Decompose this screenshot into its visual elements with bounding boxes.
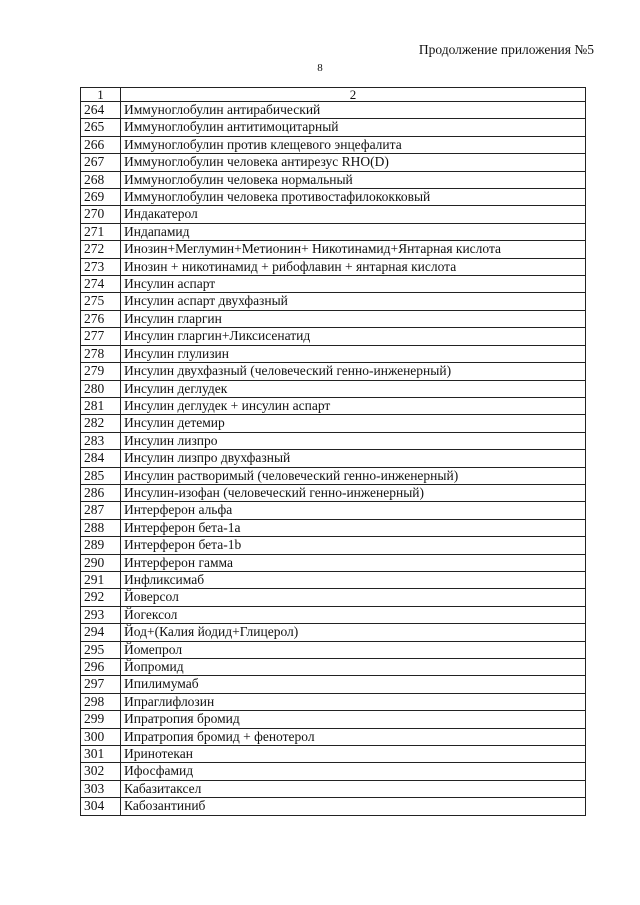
row-number: 282 — [81, 415, 121, 432]
table-row — [81, 136, 586, 153]
row-number: 265 — [81, 119, 121, 136]
table-row — [81, 328, 586, 345]
row-number: 267 — [81, 154, 121, 171]
row-number: 272 — [81, 241, 121, 258]
table-row — [81, 206, 586, 223]
row-number: 278 — [81, 345, 121, 362]
table-row — [81, 432, 586, 449]
medication-name: Инсулин гларгин — [121, 310, 586, 327]
row-number: 269 — [81, 189, 121, 206]
row-number: 277 — [81, 328, 121, 345]
row-number: 296 — [81, 659, 121, 676]
medication-name: Инсулин лизпро двухфазный — [121, 450, 586, 467]
table-row — [81, 554, 586, 571]
table-row — [81, 258, 586, 275]
medication-name: Инсулин аспарт — [121, 276, 586, 293]
row-number: 285 — [81, 467, 121, 484]
row-number: 290 — [81, 554, 121, 571]
table-row — [81, 676, 586, 693]
medication-name: Иммуноглобулин человека противостафилококковый — [121, 189, 586, 206]
medication-name: Кабозантиниб — [121, 798, 586, 815]
table-row — [81, 310, 586, 327]
row-number: 266 — [81, 136, 121, 153]
table-row — [81, 519, 586, 536]
medication-name: Интерферон бета-1b — [121, 537, 586, 554]
medication-name: Инсулин детемир — [121, 415, 586, 432]
medication-name: Интерферон бета-1a — [121, 519, 586, 536]
medication-name: Иммуноглобулин человека нормальный — [121, 171, 586, 188]
row-number: 284 — [81, 450, 121, 467]
medication-name: Йопромид — [121, 659, 586, 676]
row-number: 270 — [81, 206, 121, 223]
medication-name: Индакатерол — [121, 206, 586, 223]
medication-name: Йогексол — [121, 606, 586, 623]
medication-name: Ифосфамид — [121, 763, 586, 780]
medication-name: Иммуноглобулин против клещевого энцефалита — [121, 136, 586, 153]
table-row — [81, 223, 586, 240]
table-row — [81, 763, 586, 780]
row-number: 291 — [81, 571, 121, 588]
medication-name: Иммуноглобулин антирабический — [121, 102, 586, 119]
medication-name: Инфликсимаб — [121, 571, 586, 588]
table-row — [81, 276, 586, 293]
table-row — [81, 397, 586, 414]
row-number: 300 — [81, 728, 121, 745]
table-row — [81, 189, 586, 206]
medication-name: Иринотекан — [121, 746, 586, 763]
row-number: 286 — [81, 484, 121, 501]
row-number: 275 — [81, 293, 121, 310]
table-row — [81, 484, 586, 501]
row-number: 276 — [81, 310, 121, 327]
row-number: 289 — [81, 537, 121, 554]
table-row — [81, 624, 586, 641]
row-number: 295 — [81, 641, 121, 658]
table-row — [81, 363, 586, 380]
medication-name: Инозин + никотинамид + рибофлавин + янтарная кислота — [121, 258, 586, 275]
table-row — [81, 537, 586, 554]
row-number: 302 — [81, 763, 121, 780]
table-row — [81, 154, 586, 171]
table-row — [81, 693, 586, 710]
medication-name: Инсулин аспарт двухфазный — [121, 293, 586, 310]
row-number: 264 — [81, 102, 121, 119]
row-number: 298 — [81, 693, 121, 710]
table-header-row — [81, 88, 586, 102]
row-number: 297 — [81, 676, 121, 693]
medication-name: Инсулин лизпро — [121, 432, 586, 449]
medication-name: Инсулин-изофан (человеческий генно-инженерный) — [121, 484, 586, 501]
row-number: 304 — [81, 798, 121, 815]
medication-name: Инсулин глулизин — [121, 345, 586, 362]
table-row — [81, 119, 586, 136]
row-number: 288 — [81, 519, 121, 536]
row-number: 294 — [81, 624, 121, 641]
table-row — [81, 589, 586, 606]
medication-name: Ипратропия бромид — [121, 711, 586, 728]
medication-name: Ипилимумаб — [121, 676, 586, 693]
medication-name: Ипратропия бромид + фенотерол — [121, 728, 586, 745]
row-number: 303 — [81, 780, 121, 797]
table-row — [81, 380, 586, 397]
medication-name: Инсулин деглудек — [121, 380, 586, 397]
table-row — [81, 798, 586, 815]
table-row — [81, 293, 586, 310]
medication-name: Кабазитаксел — [121, 780, 586, 797]
row-number: 287 — [81, 502, 121, 519]
row-number: 299 — [81, 711, 121, 728]
column-header-number: 1 — [81, 88, 121, 102]
page-number: 8 — [317, 62, 323, 74]
row-number: 283 — [81, 432, 121, 449]
row-number: 268 — [81, 171, 121, 188]
medication-name: Инсулин гларгин+Ликсисенатид — [121, 328, 586, 345]
medication-name: Йод+(Калия йодид+Глицерол) — [121, 624, 586, 641]
medication-name: Йомепрол — [121, 641, 586, 658]
table-row — [81, 345, 586, 362]
medication-table — [80, 87, 586, 816]
medication-name: Инсулин двухфазный (человеческий генно-инженерный) — [121, 363, 586, 380]
row-number: 273 — [81, 258, 121, 275]
table-row — [81, 450, 586, 467]
table-row — [81, 606, 586, 623]
medication-name: Инсулин деглудек + инсулин аспарт — [121, 397, 586, 414]
table-row — [81, 641, 586, 658]
table-row — [81, 711, 586, 728]
medication-name: Интерферон альфа — [121, 502, 586, 519]
medication-name: Иммуноглобулин человека антирезус RHO(D) — [121, 154, 586, 171]
table-row — [81, 571, 586, 588]
table-row — [81, 728, 586, 745]
medication-name: Инозин+Меглумин+Метионин+ Никотинамид+Янтарная кислота — [121, 241, 586, 258]
row-number: 281 — [81, 397, 121, 414]
appendix-continuation-note: Продолжение приложения №5 — [418, 42, 594, 57]
medication-name: Индапамид — [121, 223, 586, 240]
medication-name: Иммуноглобулин антитимоцитарный — [121, 119, 586, 136]
table-row — [81, 746, 586, 763]
row-number: 292 — [81, 589, 121, 606]
table-row — [81, 171, 586, 188]
table-row — [81, 502, 586, 519]
row-number: 271 — [81, 223, 121, 240]
row-number: 280 — [81, 380, 121, 397]
row-number: 279 — [81, 363, 121, 380]
table-row — [81, 780, 586, 797]
medication-name: Йоверсол — [121, 589, 586, 606]
medication-name: Интерферон гамма — [121, 554, 586, 571]
table-row — [81, 241, 586, 258]
column-header-name: 2 — [121, 88, 586, 102]
table-body — [81, 102, 586, 816]
row-number: 274 — [81, 276, 121, 293]
medication-name: Ипраглифлозин — [121, 693, 586, 710]
table-row — [81, 467, 586, 484]
row-number: 293 — [81, 606, 121, 623]
table-row — [81, 415, 586, 432]
table-row — [81, 659, 586, 676]
table-row — [81, 102, 586, 119]
row-number: 301 — [81, 746, 121, 763]
medication-name: Инсулин растворимый (человеческий генно-инженерный) — [121, 467, 586, 484]
